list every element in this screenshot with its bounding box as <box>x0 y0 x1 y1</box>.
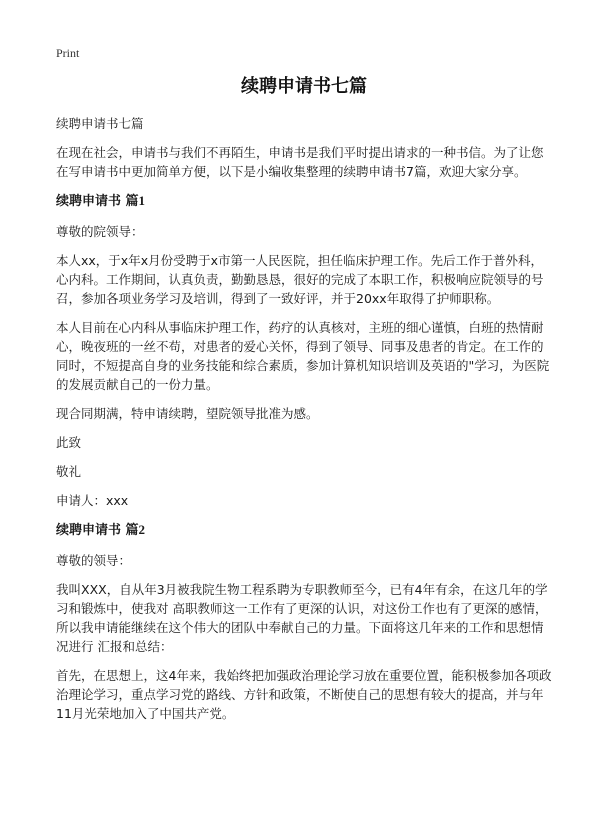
salutation: 尊敬的领导： <box>56 553 132 568</box>
closing-line: 敬礼 <box>56 464 82 479</box>
body-paragraph: 首先，在思想上，这4年来，我始终把加强政治理论学习放在重要位置，能积极参加各项政治理论学习，重点学习党的路线、方针和政策，不断使自己的思想有较大的提高，并与年11月光荣地加入了中国共产党。 <box>56 668 552 721</box>
intro-paragraph: 在现在社会，申请书与我们不再陌生，申请书是我们平时提出请求的一种书信。为了让您在写申请书中更加简单方便，以下是小编收集整理的续聘申请书7篇，欢迎大家分享。 <box>56 145 544 179</box>
document-subtitle: 续聘申请书七篇 <box>56 116 144 131</box>
section-heading-1-text: 续聘申请书 篇 <box>56 194 139 209</box>
section-heading-2 <box>56 520 552 541</box>
section-heading-2-number: 2 <box>138 522 146 537</box>
body-paragraph: 我叫XXX，自从年3月被我院生物工程系聘为专职教师至今，已有4年有余，在这几年的学习和锻炼中，使我对 高职教师这一工作有了更深的认识，对这份工作也有了更深的感情，所以我申请能继续在这个伟大的团队中奉献自己的力量。下面将这几年来的工作和思想情况进行 汇报和总结： <box>56 582 548 654</box>
section-heading-1 <box>56 191 552 212</box>
body-paragraph: 本人xx，于x年x月份受聘于x市第一人民医院，担任临床护理工作。先后工作于普外科，心内科。工作期间，认真负责，勤勤恳恳，很好的完成了本职工作，积极响应院领导的号召，参加各项业务学习及培训，得到了一致好评，并于20xx年取得了护师职称。 <box>56 253 544 306</box>
body-paragraph: 本人目前在心内科从事临床护理工作，药疗的认真核对，主班的细心谨慎，白班的热情耐心，晚夜班的一丝不苟，对患者的爱心关怀，得到了领导、同事及患者的肯定。在工作的同时，不短提高自身的业务技能和综合素质，参加计算机知识培训及英语的"学习，为医院的发展贡献自己的一份力量。 <box>56 320 550 392</box>
salutation: 尊敬的院领导： <box>56 224 144 239</box>
body-paragraph: 现合同期满，特申请续聘，望院领导批准为感。 <box>56 406 319 421</box>
closing-line: 此致 <box>56 435 82 450</box>
document-title: 续聘申请书七篇 <box>241 76 367 97</box>
print-label[interactable]: Print <box>56 46 80 60</box>
section-heading-1-number: 1 <box>138 193 146 208</box>
section-heading-2-text: 续聘申请书 篇 <box>56 523 139 538</box>
signature-line: 申请人：xxx <box>56 493 129 508</box>
